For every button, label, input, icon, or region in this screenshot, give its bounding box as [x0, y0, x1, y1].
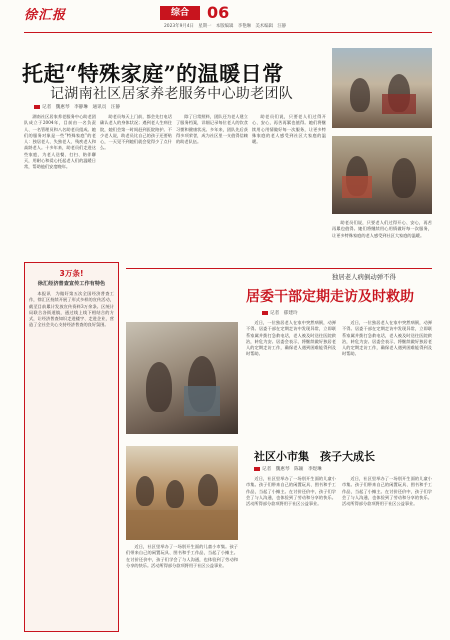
sidebar-body-text: 本报讯 为做好第五次全国经济普查工作，徐汇区持续开展了形式多样的宣传活动，截至目前累计发放宣传资料3万余条。区统计局联合各街道镇，通过线上线下相结合的方式，让经济普查知识走进楼宇、走进企业，营造了全社会关心支持经济普查的良好氛围。	[29, 291, 114, 328]
article2-kicker: 独居老人病倒动弹不得	[332, 273, 396, 281]
article3-col1-text: 近日，社区里举办了一场别开生面的儿童小市集。孩子们带来自己的闲置玩具、图书和手工作品，当起了小摊主。在讨价还价中，孩子们学会了与人沟通，也体验到了劳动和分享的快乐。活动所得部分款项将用于社区公益事业。	[126, 544, 238, 568]
article3-col3-text: 近日，社区里举办了一场别开生面的儿童小市集。孩子们带来自己的闲置玩具、图书和手工作品，当起了小摊主。在讨价还价中，孩子们学会了与人沟通，也体验到了劳动和分享的快乐。活动所得部分款项将用于社区公益事业。	[342, 476, 432, 506]
article3-column-3	[342, 476, 432, 632]
pen-icon	[34, 105, 40, 109]
masthead-brand: 徐汇报	[24, 8, 67, 23]
sidebar-subtitle: 徐汇经济普查宣传工作有特色	[37, 281, 106, 287]
article1-col3-text: 除了日常照料，团队还为老人建立了服务档案，详细记录每位老人的饮食习惯和健康状况。多年来，团队先后获得多项荣誉，成为社区里一支值得信赖的助老队伍。	[176, 114, 248, 144]
masthead-page-number: 06	[207, 3, 230, 22]
photo-2	[332, 136, 432, 214]
article1-subheadline: 记湖南社区居家养老服务中心助老团队	[50, 86, 294, 102]
article1-column-2	[100, 114, 172, 258]
article2-banner-rule	[126, 268, 432, 269]
masthead-meta: 2023年9月4日 星期一 本版编辑 李艳琳 美术编辑 汪静	[164, 24, 287, 29]
sidebar-body	[29, 291, 114, 625]
photo-3	[126, 322, 238, 434]
pen-icon	[254, 467, 260, 471]
article1-col4-text: 助老员们说，只要老人们过得开心、安心，再苦再累也值得。她们将继续用心用情做好每一次服务，让更多特殊家庭的老人感受到社区大家庭的温暖。	[252, 114, 326, 144]
masthead-section: 综合	[160, 6, 200, 20]
article3-col2-text: 近日，社区里举办了一场别开生面的儿童小市集。孩子们带来自己的闲置玩具、图书和手工作品，当起了小摊主。在讨价还价中，孩子们学会了与人沟通，也体验到了劳动和分享的快乐。活动所得部分款项将用于社区公益事业。	[246, 476, 336, 506]
article2-column-1	[246, 320, 336, 440]
article2-col2-text: 近日，一位独居老人在家中突然病倒，动弹不得。居委干部在定期走访中发现异常，立即联系家属并拨打急救电话，老人被及时送往医院救治，转危为安。居委会表示，将继续做好独居老人的定期走访工作，确保老人遇到困难能得到及时帮助。	[342, 320, 432, 357]
article1-byline	[34, 104, 120, 110]
article3-column-2	[246, 476, 336, 632]
pen-icon	[262, 311, 268, 315]
sidebar-box	[24, 262, 119, 632]
article1-column-3	[176, 114, 248, 258]
photo-4	[126, 446, 238, 540]
article1-column-4	[252, 114, 326, 258]
article2-byline	[262, 310, 298, 316]
photo-1	[332, 48, 432, 128]
masthead-rule	[24, 32, 432, 33]
article1-col5-text: 助老员们说，只要老人们过得开心、安心，再苦再累也值得。她们将继续用心用情做好每一次服务，让更多特殊家庭的老人感受到社区大家庭的温暖。	[332, 220, 432, 238]
article2-column-2	[342, 320, 432, 440]
article1-column-5	[332, 220, 432, 262]
article1-headline: 托起“特殊家庭”的温暖日常	[22, 61, 284, 86]
article2-byline-text: 记者 郁建玲	[270, 311, 298, 316]
article2-headline: 居委干部定期走访及时救助	[246, 289, 414, 305]
article3-column-1	[126, 544, 238, 632]
article1-col2-text: 助老员每天上门前，都会先打电话确认老人的身体状况；遇到老人生病住院，她们会第一时间赶到医院陪护。不少老人说，助老员比自己的孩子还要贴心，一天见不到她们就会觉得少了点什么。	[100, 114, 172, 151]
article3-byline	[254, 466, 322, 472]
article1-column-1	[24, 114, 96, 258]
article1-byline-text: 记者 魏惠琴 李静琳 通讯员 汪静	[42, 105, 121, 110]
article1-col1-text: 湖南社区居家养老服务中心助老团队成立于2004年，目前由一名负责人、一名管理员和八名助老员组成。她们的服务对象是一些“特殊家庭”的老人：独居老人、失独老人、残疾老人和高龄老人。十多年来，助老员们走进这些家庭，为老人送餐、打扫、陪伴聊天，用耐心和爱心托起老人们的温暖日常，帮助他们安度晚年。	[24, 114, 96, 169]
article2-col1-text: 近日，一位独居老人在家中突然病倒，动弹不得。居委干部在定期走访中发现异常，立即联系家属并拨打急救电话，老人被及时送往医院救治，转危为安。居委会表示，将继续做好独居老人的定期走访工作，确保老人遇到困难能得到及时帮助。	[246, 320, 336, 357]
article3-byline-text: 记者 魏惠琴 陈颖 李煜琳	[262, 467, 322, 472]
article3-headline: 社区小市集 孩子大成长	[254, 450, 375, 463]
sidebar-title: 3万条!	[59, 269, 84, 278]
